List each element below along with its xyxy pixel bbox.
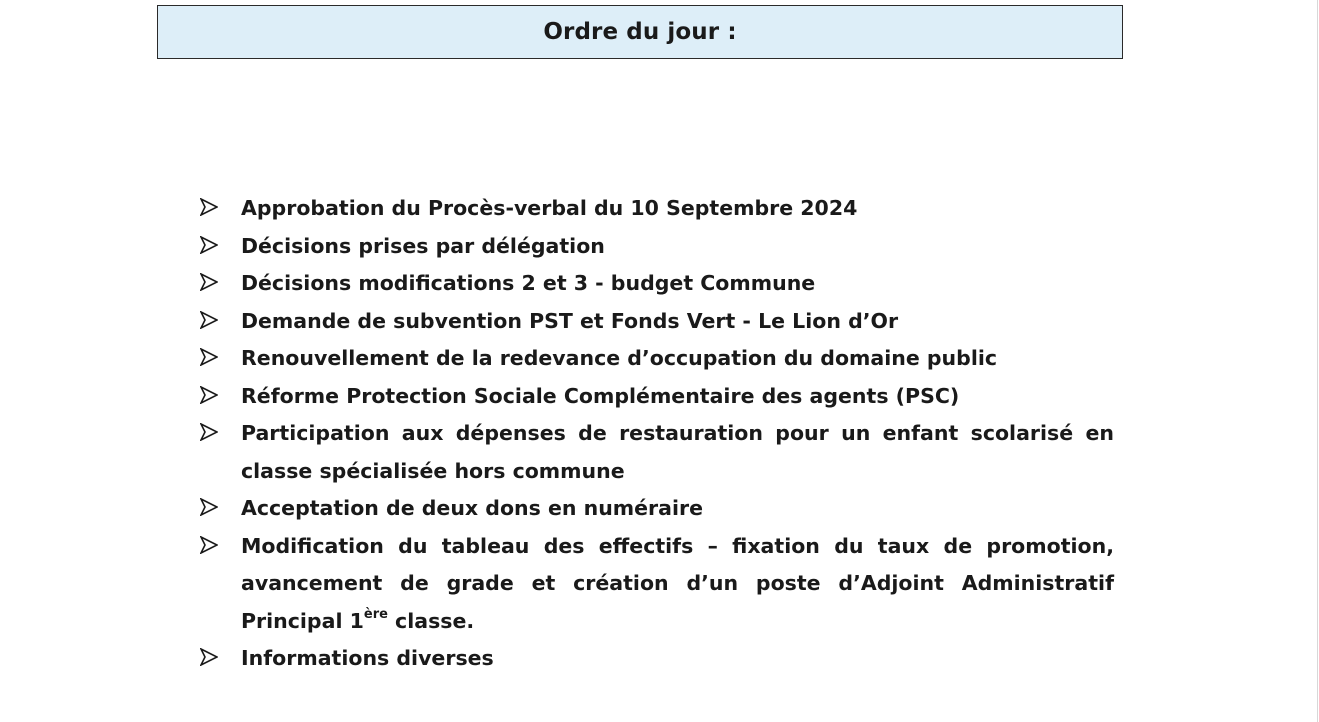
agenda-item bbox=[200, 265, 1114, 303]
agenda-item-text: Acceptation de deux dons en numéraire bbox=[241, 496, 704, 520]
arrow-bullet-icon bbox=[200, 528, 241, 566]
agenda-list bbox=[200, 190, 1114, 678]
agenda-item bbox=[200, 640, 1114, 678]
agenda-item bbox=[200, 340, 1114, 378]
agenda-item bbox=[200, 415, 1114, 490]
agenda-item-text bbox=[241, 528, 1114, 641]
arrow-bullet-icon bbox=[200, 340, 241, 378]
agenda-item-main-text: Modification du tableau des effectifs – fixation du taux de promotion, avancement de grade et création d’un poste d’Adjoint Administratif Principal 1 bbox=[241, 533, 1114, 633]
agenda-item-text: Renouvellement de la redevance d’occupation du domaine public bbox=[241, 346, 998, 370]
agenda-item-text: Informations diverses bbox=[241, 646, 494, 670]
arrow-bullet-icon bbox=[200, 228, 241, 266]
agenda-item bbox=[200, 378, 1114, 416]
agenda-title-box bbox=[157, 5, 1123, 59]
arrow-bullet-icon bbox=[200, 265, 241, 303]
agenda-item-text: Approbation du Procès-verbal du 10 Septembre 2024 bbox=[241, 196, 858, 220]
agenda-item-text: Réforme Protection Sociale Complémentaire des agents (PSC) bbox=[241, 383, 960, 408]
agenda-item-text: Décisions prises par délégation bbox=[241, 233, 605, 258]
agenda-item-text: Participation aux dépenses de restauration pour un enfant scolarisé en classe spécialisée hors commune bbox=[241, 421, 1114, 483]
page-title: Ordre du jour : bbox=[543, 19, 737, 45]
agenda-item bbox=[200, 303, 1114, 341]
scan-edge-line bbox=[1317, 0, 1318, 722]
agenda-item-text: Décisions modifications 2 et 3 - budget Commune bbox=[241, 271, 816, 295]
arrow-bullet-icon bbox=[200, 190, 241, 228]
arrow-bullet-icon bbox=[200, 490, 241, 528]
agenda-item bbox=[200, 490, 1114, 528]
agenda-item-suffix: classe. bbox=[387, 608, 475, 633]
arrow-bullet-icon bbox=[200, 640, 241, 678]
arrow-bullet-icon bbox=[200, 378, 241, 416]
agenda-item bbox=[200, 190, 1114, 228]
agenda-item bbox=[200, 228, 1114, 266]
ordinal-superscript: ère bbox=[363, 606, 388, 622]
agenda-item bbox=[200, 528, 1114, 641]
agenda-item-text: Demande de subvention PST et Fonds Vert - Le Lion d’Or bbox=[241, 308, 899, 333]
arrow-bullet-icon bbox=[200, 303, 241, 341]
arrow-bullet-icon bbox=[200, 415, 241, 453]
